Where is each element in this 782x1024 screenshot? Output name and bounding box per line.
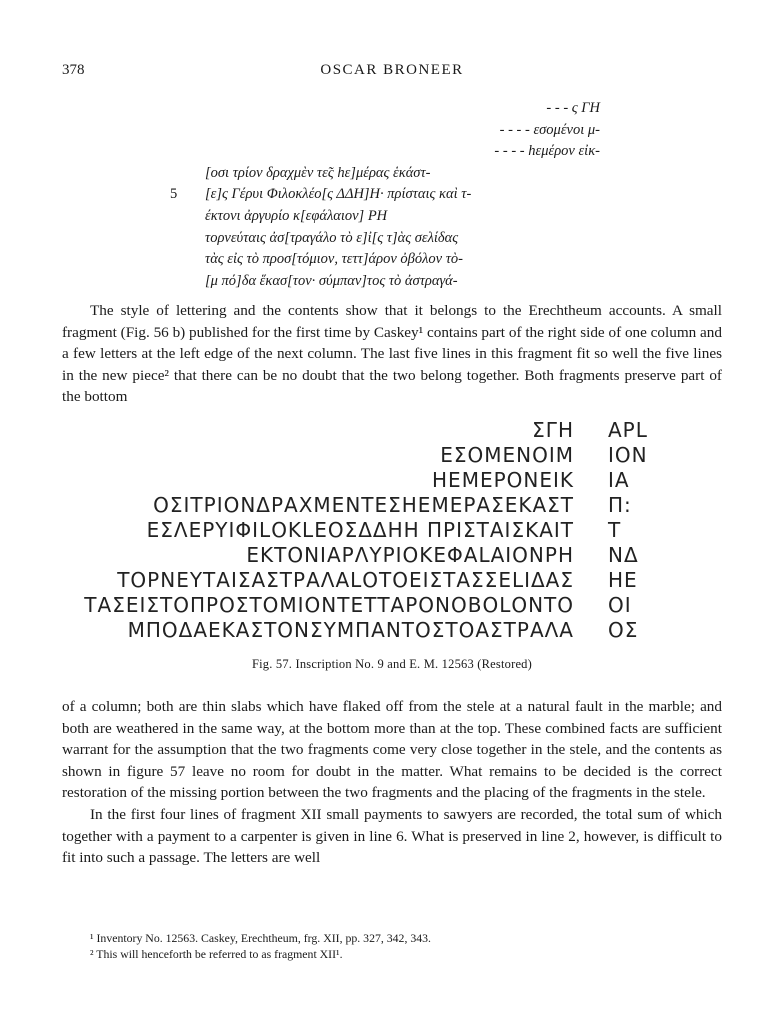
paragraph-text: In the first four lines of fragment XII small payments to sawyers are recorded, the total sum of which together with a payment to a carpenter is given in line 6. What is preserved in line 2, however, is difficult to fit into such a passage. The letters are well: [62, 805, 722, 867]
inscription-right-column: ΙΟΝ: [608, 443, 648, 467]
page-number: 378: [62, 62, 85, 78]
inscription-line: [62, 593, 722, 618]
inscription-left-column: ΤΟΡΝΕΥΤΑΙΣΑΣΤΡΑΛΑLΟΤΟΕΙΣΤΑΣΣΕLΙΔΑΣ: [117, 568, 574, 592]
inscription-figure: [62, 418, 722, 644]
greek-line-text: - - - - εσομένοι μ-: [499, 121, 600, 138]
inscription-left-column: ΗΕΜΕΡΟΝΕΙΚ: [432, 468, 574, 492]
inscription-line: [62, 468, 722, 493]
greek-line-text: [μ πό]δα ἕκασ[τον· σύμπαν]τος τὸ ἀστραγά-: [205, 272, 458, 289]
inscription-line: [62, 568, 722, 593]
inscription-left-column: ΤΑΣΕΙΣΤΟΠΡΟΣΤΟΜΙΟΝΤΕΤΤΑΡΟΝΟΒΟLΟΝΤΟ: [84, 593, 574, 617]
greek-line: [62, 100, 722, 122]
footnote: ² This will henceforth be referred to as fragment XII¹.: [90, 947, 343, 961]
inscription-left-column: ΟΣΙΤΡΙΟΝΔΡΑΧΜΕΝΤΕΣΗΕΜΕΡΑΣΕΚΑΣΤ: [153, 493, 574, 517]
inscription-line: [62, 618, 722, 643]
inscription-left-column: ΕΣΛΕΡΥΙΦΙLΟΚLΕΟΣΔΔΗΗ ΠΡΙΣΤΑΙΣΚΑΙΤ: [146, 518, 574, 542]
line-number: 5: [170, 186, 178, 203]
greek-line: [62, 186, 722, 208]
footnotes: [62, 930, 722, 962]
greek-text-block: [62, 100, 722, 294]
greek-line: [62, 251, 722, 273]
greek-line: [62, 165, 722, 187]
inscription-left-column: ΜΠΟΔΑΕΚΑΣΤΟΝΣΥΜΠΑΝΤΟΣΤΟΑΣΤΡΑΛΑ: [127, 618, 574, 642]
greek-line-text: [οσι τρίον δραχμὲν τε̃ς hε]μέρας ἑκάστ-: [205, 164, 431, 181]
inscription-line: [62, 443, 722, 468]
inscription-line: [62, 518, 722, 543]
greek-line-text: τορνεύταις ἀσ[τραγάλο τὸ ε]ἰ[ς τ]ὰς σελίδας: [205, 229, 459, 246]
inscription-line: [62, 493, 722, 518]
inscription-left-column: ΣΓΗ: [532, 418, 574, 442]
inscription-right-column: ΗΕ: [608, 568, 638, 592]
inscription-line: [62, 418, 722, 443]
greek-line: [62, 230, 722, 252]
inscription-left-column: ΕΚΤΟΝΙΑΡΛΥΡΙΟΚΕΦΑLΑΙΟΝΡΗ: [246, 543, 574, 567]
page-header: [62, 62, 722, 84]
greek-line: [62, 122, 722, 144]
greek-line-text: - - - - hεμέρον εἰκ-: [494, 143, 600, 160]
inscription-left-column: ΕΣΟΜΕΝΟΙΜ: [440, 443, 574, 467]
inscription-right-column: ΟΙ: [608, 593, 632, 617]
inscription-right-column: ΑΡL: [608, 418, 648, 442]
footnote: ¹ Inventory No. 12563. Caskey, Erechtheum, frg. XII, pp. 327, 342, 343.: [90, 931, 431, 945]
greek-line: [62, 208, 722, 230]
inscription-right-column: ΝΔ: [608, 543, 639, 567]
inscription-line: [62, 543, 722, 568]
inscription-right-column: Π:: [608, 493, 632, 517]
body-paragraph-2: [62, 696, 722, 869]
body-paragraph-1: [62, 300, 722, 408]
running-title: OSCAR BRONEER: [320, 62, 464, 78]
greek-line-text: - - - ς ΓΗ: [546, 100, 600, 116]
inscription-right-column: ΟΣ: [608, 618, 639, 642]
inscription-right-column: Τ: [608, 518, 622, 542]
paragraph-text: The style of lettering and the contents show that it belongs to the Erechtheum accounts. A small fragment (Fig. 56 b) published for the first time by Caskey¹ contains part of the right side of one column and a few letters at the left edge of the next column. The last five lines in this fragment fit so well the five lines in the new piece² that there can be no doubt that the two belong together. Both fragments preserve part of the bottom: [62, 302, 722, 406]
greek-line: [62, 143, 722, 165]
greek-line-text: έκτονι ἀργυρίο κ[εφάλαιον] ΡΗ: [205, 207, 388, 224]
paragraph-text: of a column; both are thin slabs which have flaked off from the stele at a natural fault in the marble; and both are weathered in the same way, at the bottom more than at the top. These combined facts are sufficient warrant for the assumption that the two fragments come very close together in the stele, and the contents as shown in figure 57 leave no room for doubt in the matter. What remains to be decided is the correct restoration of the missing portion between the two fragments and the placing of the fragments in the stele.: [62, 698, 722, 802]
figure-caption: Fig. 57. Inscription No. 9 and E. M. 12563 (Restored): [251, 657, 532, 671]
inscription-right-column: ΙΑ: [608, 468, 630, 492]
greek-line-text: [ε]ς Γέρυι Φιλοκλέο[ς ΔΔΗ]Η· πρίσταις καὶ τ-: [205, 186, 472, 203]
greek-line-text: τὰς εἰς τὸ προσ[τόμιον, τεττ]άρον ὀβόλον τὸ-: [205, 251, 463, 268]
greek-line: [62, 273, 722, 295]
